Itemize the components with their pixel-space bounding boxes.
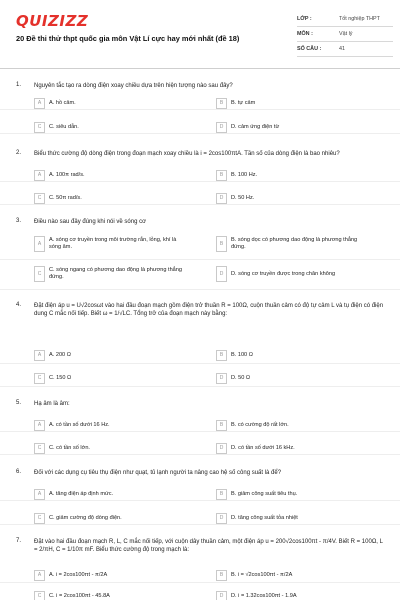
option-letter: B (216, 350, 227, 361)
option-text: D. sóng cơ truyền được trong chân không (231, 270, 336, 277)
option-text: D. cảm ứng điện từ (231, 123, 280, 130)
option-divider (0, 181, 400, 182)
option-divider (0, 454, 400, 455)
option-c[interactable] (34, 120, 189, 134)
question-number: 6. (16, 469, 22, 475)
header-divider (0, 68, 400, 69)
option-d[interactable] (216, 120, 371, 134)
option-d[interactable] (216, 589, 371, 600)
option-d[interactable] (216, 371, 371, 385)
option-d[interactable] (216, 191, 371, 205)
option-b[interactable] (216, 348, 371, 362)
question-number: 5. (16, 400, 22, 406)
question-text: Hạ âm là âm: (34, 401, 70, 407)
option-letter: D (216, 443, 227, 454)
option-letter: B (216, 236, 227, 252)
option-divider (0, 259, 400, 260)
option-divider (0, 524, 400, 525)
page-title: 20 Đề thi thử thpt quốc gia môn Vật Lí cực hay mới nhất (đề 18) (16, 34, 240, 43)
option-text: B. có cường độ rất lớn. (231, 421, 289, 428)
info-value: Tốt nghiệp THPT (339, 16, 380, 22)
option-letter: C (34, 443, 45, 454)
option-a[interactable] (34, 348, 189, 362)
option-b[interactable] (216, 487, 371, 501)
question-text: Điều nào sau đây đúng khi nói về sóng cơ (34, 219, 147, 225)
option-text: A. hồ cảm. (49, 99, 76, 106)
option-letter: C (34, 373, 45, 384)
option-text: C. siêu dẫn. (49, 123, 79, 130)
option-divider (0, 431, 400, 432)
option-text: C. i = 2cos100πt - 45.8A (49, 592, 110, 599)
option-letter: C (34, 513, 45, 524)
option-a[interactable] (34, 568, 189, 582)
option-text: C. 50π rad/s. (49, 194, 82, 201)
option-d[interactable] (216, 264, 371, 284)
question-text: Biểu thức cường độ dòng điện trong đoạn mạch xoay chiều là i = 2cos100πtA. Tần số của dòng điện là bao nhiêu? (34, 151, 340, 157)
option-text: A. 200 Ω (49, 351, 71, 358)
option-text: B. 100 Ω (231, 351, 253, 358)
option-letter: D (216, 122, 227, 133)
option-letter: B (216, 570, 227, 581)
quizizz-logo: QUIZIZZ (16, 12, 89, 30)
option-text: A. tăng điện áp định mức. (49, 490, 114, 497)
option-letter: D (216, 266, 227, 282)
option-a[interactable] (34, 418, 189, 432)
option-divider (0, 500, 400, 501)
option-letter: D (216, 591, 227, 600)
info-row-subject (297, 27, 393, 42)
option-divider (0, 582, 400, 583)
question-number: 4. (16, 302, 22, 308)
question-text: Đặt vào hai đầu đoạn mạch R, L, C mắc nối tiếp, với cuộn dây thuần cảm, một điện áp u = 200√2cos100πt - π/4V. Biết R = 100Ω, L = 2/πH, C = 1/10π mF. Biểu thức cường độ trong mạch là: (34, 539, 383, 553)
option-text: A. có tần số dưới 16 Hz. (49, 421, 110, 428)
question-number: 1. (16, 82, 22, 88)
option-letter: D (216, 193, 227, 204)
option-a[interactable] (34, 487, 189, 501)
option-text: B. 100 Hz. (231, 171, 258, 178)
option-letter: C (34, 122, 45, 133)
info-value: 41 (339, 46, 345, 52)
option-text: D. i = 1.32cos100πt - 1.9A (231, 592, 297, 599)
option-letter: A (34, 420, 45, 431)
option-divider (0, 363, 400, 364)
option-letter: D (216, 373, 227, 384)
option-c[interactable] (34, 589, 189, 600)
option-c[interactable] (34, 511, 189, 525)
option-text: B. tự cảm (231, 99, 256, 106)
option-letter: C (34, 591, 45, 600)
option-letter: B (216, 489, 227, 500)
option-letter: B (216, 420, 227, 431)
option-text: A. sóng cơ truyền trong môi trường rắn, lỏng, khí là sóng âm. (49, 237, 177, 250)
info-value: Vật lý (339, 31, 353, 37)
option-text: A. i = 2cos100πt - π/2A (49, 571, 108, 578)
option-letter: A (34, 489, 45, 500)
option-letter: A (34, 236, 45, 252)
option-letter: C (34, 266, 45, 282)
option-letter: B (216, 98, 227, 109)
option-text: D. tăng công suất tỏa nhiệt (231, 514, 298, 521)
option-a[interactable] (34, 96, 189, 110)
question-number: 7. (16, 538, 22, 544)
option-c[interactable] (34, 264, 189, 284)
option-text: B. sóng dọc có phương dao động là phương thẳng đứng. (231, 237, 358, 250)
option-b[interactable] (216, 418, 371, 432)
option-letter: A (34, 350, 45, 361)
info-table (297, 12, 393, 57)
option-divider (0, 289, 400, 290)
question-text: Đối với các dụng cụ tiêu thụ điện như quạt, tủ lạnh người ta nâng cao hệ số công suất là để? (34, 470, 282, 476)
option-b[interactable] (216, 234, 371, 254)
option-text: C. giảm cường độ dòng điện. (49, 514, 122, 521)
option-a[interactable] (34, 234, 189, 254)
page-header (0, 0, 400, 68)
option-letter: C (34, 193, 45, 204)
option-divider (0, 204, 400, 205)
option-text: D. 50 Hz. (231, 194, 255, 201)
question-number: 3. (16, 218, 22, 224)
option-text: C. sóng ngang có phương dao động là phương thẳng đứng. (49, 267, 183, 280)
option-b[interactable] (216, 568, 371, 582)
option-text: D. có tần số dưới 16 kHz. (231, 444, 295, 451)
option-text: C. có tần số lớn. (49, 444, 90, 451)
option-text: D. 50 Ω (231, 374, 251, 381)
option-divider (0, 386, 400, 387)
option-text: C. 150 Ω (49, 374, 72, 381)
option-text: A. 100π rad/s. (49, 171, 85, 178)
option-b[interactable] (216, 96, 371, 110)
option-a[interactable] (34, 168, 189, 182)
option-letter: A (34, 98, 45, 109)
question-text: Nguyên tắc tạo ra dòng điện xoay chiều dựa trên hiện tượng nào sau đây? (34, 83, 233, 89)
option-c[interactable] (34, 441, 189, 455)
question-number: 2. (16, 150, 22, 156)
option-c[interactable] (34, 191, 189, 205)
question-text: Đặt điện áp u = U√2cosωt vào hai đầu đoạn mạch gồm điện trở thuần R = 100Ω, cuộn thuần cảm có độ tự cảm L và tụ điện có điện dung C mắc nối tiếp. Biết ω = 1/√LC. Tổng trở của đoạn mạch này bằng: (34, 303, 384, 317)
option-letter: A (34, 170, 45, 181)
info-label: SỐ CÂU : (297, 46, 322, 52)
option-text: B. i = √2cos100πt - π/2A (231, 571, 293, 578)
option-b[interactable] (216, 168, 371, 182)
option-text: B. giảm công suất tiêu thụ. (231, 490, 298, 497)
option-letter: D (216, 513, 227, 524)
info-label: LỚP : (297, 16, 312, 22)
option-letter: A (34, 570, 45, 581)
option-d[interactable] (216, 511, 371, 525)
info-row-count (297, 42, 393, 57)
option-letter: B (216, 170, 227, 181)
info-row-class (297, 12, 393, 27)
option-d[interactable] (216, 441, 371, 455)
info-label: MÔN : (297, 31, 313, 37)
option-divider (0, 109, 400, 110)
option-c[interactable] (34, 371, 189, 385)
option-divider (0, 133, 400, 134)
